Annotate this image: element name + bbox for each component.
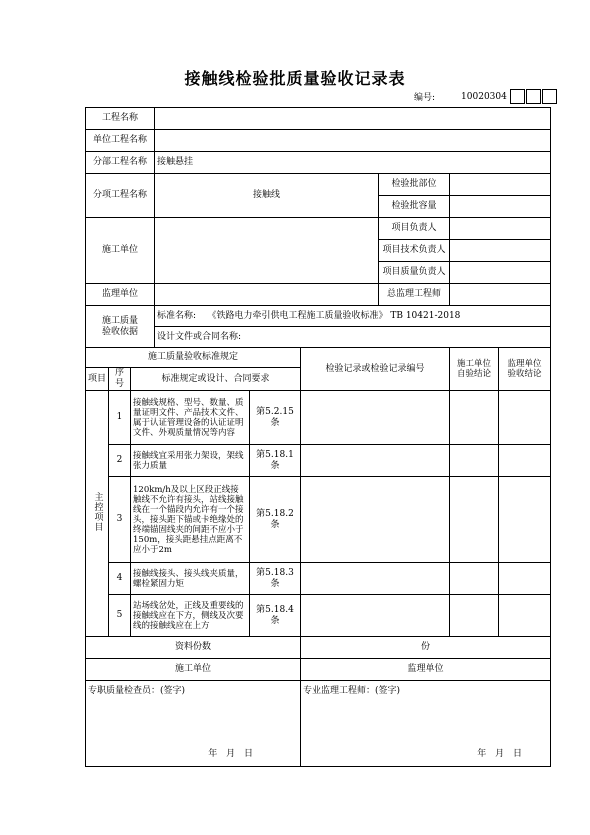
- main-control-text: 主控项目: [92, 491, 103, 532]
- row-requirement: 接触线接头、接头线夹质量，螺栓紧固力矩: [131, 563, 250, 595]
- form-title: 接触线检验批质量验收记录表: [184, 69, 406, 88]
- row-clause: 第5.18.2条: [250, 477, 301, 563]
- row-requirement: 120km/h及以上区段正线接触线不允许有接头，站线接触线在一个锚段内允许有一个接头，接头距下锚或卡绝缘处的终端锚固线夹的间距不应小于150m，接头距悬挂点距离不应小于2m: [131, 477, 250, 563]
- row-no: 3: [109, 477, 131, 563]
- row-unit-result-field[interactable]: [450, 563, 499, 595]
- batch-location-field[interactable]: [450, 174, 551, 196]
- sub-item-label: 分项工程名称: [86, 174, 155, 218]
- code-box-1[interactable]: [510, 89, 525, 104]
- sub-part-label: 分部工程名称: [86, 152, 155, 174]
- code-box-3[interactable]: [542, 89, 557, 104]
- row-unit-result-field[interactable]: [450, 391, 499, 445]
- item-header: 项目: [86, 368, 109, 391]
- batch-location-label: 检验批部位: [379, 174, 450, 196]
- row-record-field[interactable]: [301, 595, 450, 637]
- standard-spec-header: 施工质量验收标准规定: [86, 348, 301, 368]
- row-supervision-result-field[interactable]: [499, 391, 551, 445]
- record-no-header: 检验记录或检验记录编号: [301, 348, 450, 391]
- tech-manager-label: 项目技术负责人: [379, 240, 450, 262]
- supervision-unit-label: 监理单位: [86, 284, 155, 306]
- sub-part-field[interactable]: 接触悬挂: [155, 152, 551, 174]
- row-no: 5: [109, 595, 131, 637]
- row-clause: 第5.2.15条: [250, 391, 301, 445]
- row-supervision-result-field[interactable]: [499, 477, 551, 563]
- row-supervision-result-field[interactable]: [499, 563, 551, 595]
- quality-basis-label: [86, 306, 155, 348]
- row-unit-result-field[interactable]: [450, 595, 499, 637]
- row-no: 2: [109, 445, 131, 477]
- project-name-field[interactable]: [155, 108, 551, 130]
- contract-docs-field[interactable]: 设计文件或合同名称:: [155, 327, 551, 348]
- footer-supervision-unit: 监理单位: [301, 659, 551, 681]
- supervision-result-header: 监理单位 验收结论: [499, 348, 551, 391]
- quality-manager-field[interactable]: [450, 262, 551, 284]
- row-requirement: 接触线规格、型号、数量、质量证明文件、产品技术文件、属于认证管理设备的认证证明文件、外观质量情况等内容: [131, 391, 250, 445]
- seq-header: 序号: [109, 368, 131, 391]
- code-box-2[interactable]: [526, 89, 541, 104]
- inspection-record-table: [85, 107, 551, 767]
- row-record-field[interactable]: [301, 563, 450, 595]
- form-code: [414, 89, 557, 104]
- unit-result-header: 施工单位 自验结论: [450, 348, 499, 391]
- standard-name: 标准名称: 《铁路电力牵引供电工程施工质量验收标准》 TB 10421-2018: [155, 306, 551, 327]
- row-unit-result-field[interactable]: [450, 445, 499, 477]
- batch-capacity-label: 检验批容量: [379, 196, 450, 218]
- quality-manager-label: 项目质量负责人: [379, 262, 450, 284]
- main-control-label: [86, 391, 109, 637]
- supervisor-label: 专业监理工程师：(签字): [303, 686, 401, 696]
- batch-capacity-field[interactable]: [450, 196, 551, 218]
- data-copies-field[interactable]: 份: [301, 637, 551, 659]
- row-supervision-result-field[interactable]: [499, 445, 551, 477]
- inspector-label: 专职质量检查员：(签字): [88, 686, 186, 696]
- row-record-field[interactable]: [301, 477, 450, 563]
- inspector-date: 年 月 日: [208, 749, 253, 759]
- chief-supervisor-field[interactable]: [450, 284, 551, 306]
- supervisor-signature-field[interactable]: [301, 681, 551, 767]
- unit-project-label: 单位工程名称: [86, 130, 155, 152]
- inspector-signature-field[interactable]: [86, 681, 301, 767]
- unit-project-field[interactable]: [155, 130, 551, 152]
- row-clause: 第5.18.4条: [250, 595, 301, 637]
- tech-manager-field[interactable]: [450, 240, 551, 262]
- requirement-header: 标准规定或设计、合同要求: [131, 368, 301, 391]
- data-copies-label: 资料份数: [86, 637, 301, 659]
- row-requirement: 站场线岔处，正线及重要线的接触线应在下方，侧线及次要线的接触线应在上方: [131, 595, 250, 637]
- chief-supervisor-label: 总监理工程师: [379, 284, 450, 306]
- quality-basis-label-line1: 施工质量: [101, 315, 138, 326]
- supervisor-date: 年 月 日: [477, 749, 523, 759]
- construction-unit-field[interactable]: [155, 218, 379, 284]
- quality-basis-label-line2: 验收依据: [101, 326, 138, 337]
- row-supervision-result-field[interactable]: [499, 595, 551, 637]
- construction-unit-label: 施工单位: [86, 218, 155, 284]
- row-unit-result-field[interactable]: [450, 477, 499, 563]
- code-value: 10020304: [461, 91, 507, 102]
- row-record-field[interactable]: [301, 445, 450, 477]
- project-manager-field[interactable]: [450, 218, 551, 240]
- row-requirement: 接触线宜采用张力架设，架线张力质量: [131, 445, 250, 477]
- row-clause: 第5.18.1条: [250, 445, 301, 477]
- row-clause: 第5.18.3条: [250, 563, 301, 595]
- code-label: 编号:: [414, 93, 436, 103]
- sub-item-field[interactable]: 接触线: [155, 174, 379, 218]
- project-manager-label: 项目负责人: [379, 218, 450, 240]
- row-record-field[interactable]: [301, 391, 450, 445]
- row-no: 4: [109, 563, 131, 595]
- row-no: 1: [109, 391, 131, 445]
- footer-construction-unit: 施工单位: [86, 659, 301, 681]
- supervision-unit-field[interactable]: [155, 284, 379, 306]
- project-name-label: 工程名称: [86, 108, 155, 130]
